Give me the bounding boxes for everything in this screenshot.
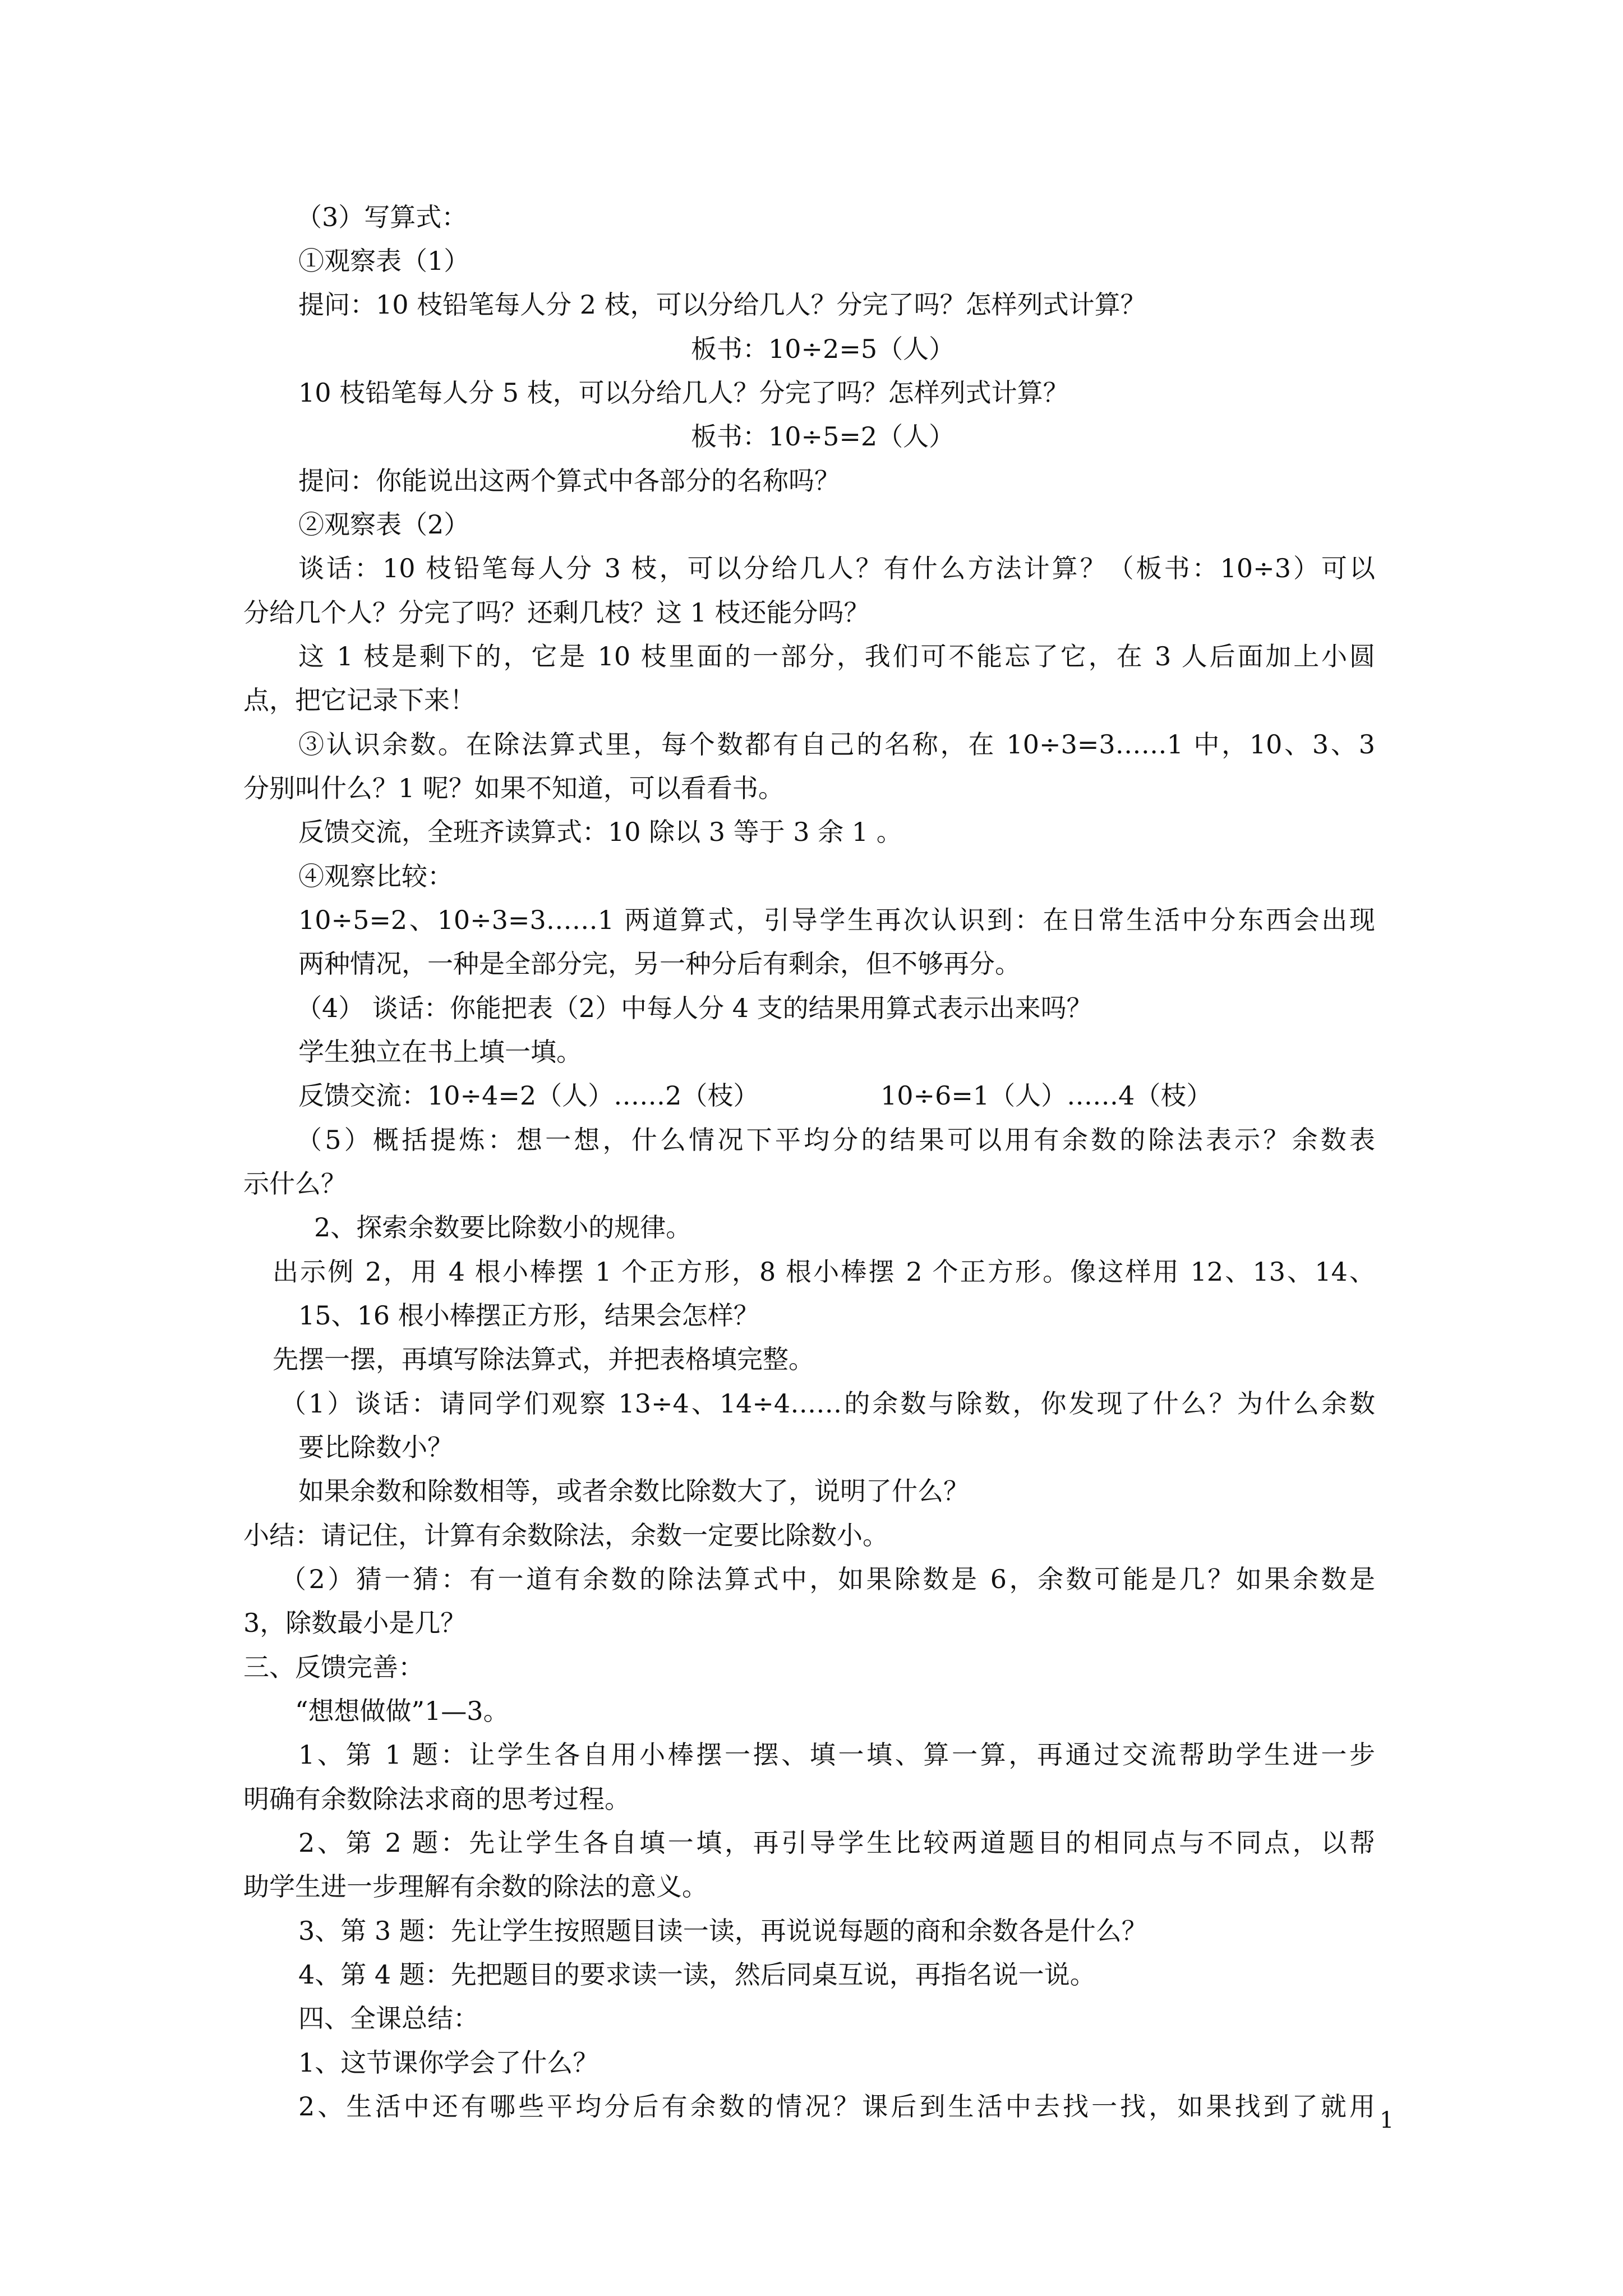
text-line: 三、反馈完善： bbox=[243, 1652, 424, 1682]
text-line: 如果余数和除数相等，或者余数比除数大了，说明了什么？ bbox=[298, 1476, 969, 1506]
text-line: 15、16 根小棒摆正方形，结果会怎样？ bbox=[298, 1300, 759, 1331]
text-line: 10÷5=2、10÷3=3……1 两道算式，引导学生再次认识到：在日常生活中分东西会出现 bbox=[298, 905, 1375, 935]
text-line: 出示例 2，用 4 根小棒摆 1 个正方形，8 根小棒摆 2 个正方形。像这样用 12、13、14、 bbox=[273, 1257, 1375, 1287]
text-line: 1、第 1 题：让学生各自用小棒摆一摆、填一填、算一算，再通过交流帮助学生进一步 bbox=[298, 1740, 1375, 1770]
text-line: ④观察比较： bbox=[298, 861, 453, 891]
text-line: ③认识余数。在除法算式里，每个数都有自己的名称，在 10÷3=3……1 中，10、3、3 bbox=[298, 729, 1375, 760]
text-line: ②观察表（2） bbox=[298, 509, 470, 540]
text-line: 3、第 3 题：先让学生按照题目读一读，再说说每题的商和余数各是什么？ bbox=[298, 1916, 1147, 1946]
text-line: （2）猜一猜：有一道有余数的除法算式中，如果除数是 6，余数可能是几？如果余数是 bbox=[280, 1564, 1375, 1594]
text-line: 2、生活中还有哪些平均分后有余数的情况？课后到生活中去找一找，如果找到了就用 bbox=[298, 2091, 1375, 2122]
text-line: 四、全课总结： bbox=[298, 2003, 479, 2033]
text-line: 反馈交流：10÷4=2（人）……2（枝） bbox=[298, 1080, 759, 1111]
text-line: 学生独立在书上填一填。 bbox=[298, 1037, 582, 1067]
text-line: ①观察表（1） bbox=[298, 246, 470, 276]
text-line: 2、第 2 题：先让学生各自填一填，再引导学生比较两道题目的相同点与不同点，以帮 bbox=[298, 1828, 1375, 1858]
text-line: 示什么？ bbox=[243, 1168, 347, 1199]
text-line: 提问：10 枝铅笔每人分 2 枝，可以分给几人？分完了吗？怎样列式计算？ bbox=[298, 289, 1146, 320]
page-number: 1 bbox=[1380, 2108, 1394, 2133]
text-line: （1）谈话：请同学们观察 13÷4、14÷4……的余数与除数，你发现了什么？为什么余数 bbox=[280, 1388, 1375, 1419]
text-line: 点，把它记录下来！ bbox=[243, 685, 476, 715]
text-line: 2、探索余数要比除数小的规律。 bbox=[314, 1212, 692, 1243]
text-line: 3，除数最小是几？ bbox=[243, 1608, 467, 1638]
text-line: （4） 谈话：你能把表（2）中每人分 4 支的结果用算式表示出来吗？ bbox=[296, 993, 1092, 1023]
text-line: 分别叫什么？1 呢？如果不知道，可以看看书。 bbox=[243, 773, 784, 803]
text-line: 10÷6=1（人）……4（枝） bbox=[880, 1080, 1212, 1111]
text-line: 助学生进一步理解有余数的除法的意义。 bbox=[243, 1871, 708, 1902]
text-line: 反馈交流，全班齐读算式：10 除以 3 等于 3 余 1 。 bbox=[298, 817, 902, 847]
text-line: 先摆一摆，再填写除法算式，并把表格填完整。 bbox=[273, 1344, 814, 1374]
text-line: 提问：你能说出这两个算式中各部分的名称吗？ bbox=[298, 466, 840, 496]
text-line: 板书：10÷2=5（人） bbox=[691, 334, 955, 364]
text-line: 板书：10÷5=2（人） bbox=[691, 421, 955, 452]
text-line: （3）写算式： bbox=[296, 202, 468, 232]
text-line: 明确有余数除法求商的思考过程。 bbox=[243, 1784, 630, 1814]
text-line: 4、第 4 题：先把题目的要求读一读，然后同桌互说，再指名说一说。 bbox=[298, 1959, 1096, 1990]
text-line: 要比除数小？ bbox=[298, 1432, 453, 1462]
text-line: “想想做做”1—3。 bbox=[295, 1696, 509, 1726]
text-line: 谈话：10 枝铅笔每人分 3 枝，可以分给几人？有什么方法计算？（板书：10÷3）可以 bbox=[298, 553, 1375, 583]
text-line: 这 1 枝是剩下的，它是 10 枝里面的一部分，我们可不能忘了它，在 3 人后面加上小圆 bbox=[298, 641, 1375, 671]
text-line: （5）概括提炼：想一想，什么情况下平均分的结果可以用有余数的除法表示？余数表 bbox=[296, 1125, 1375, 1155]
text-line: 分给几个人？分完了吗？还剩几枝？这 1 枝还能分吗？ bbox=[243, 597, 870, 628]
text-line: 10 枝铅笔每人分 5 枝，可以分给几人？分完了吗？怎样列式计算？ bbox=[298, 378, 1069, 408]
text-line: 小结：请记住，计算有余数除法，余数一定要比除数小。 bbox=[243, 1520, 888, 1550]
text-line: 1、这节课你学会了什么？ bbox=[298, 2047, 599, 2078]
text-line: 两种情况，一种是全部分完，另一种分后有剩余，但不够再分。 bbox=[298, 949, 1021, 979]
